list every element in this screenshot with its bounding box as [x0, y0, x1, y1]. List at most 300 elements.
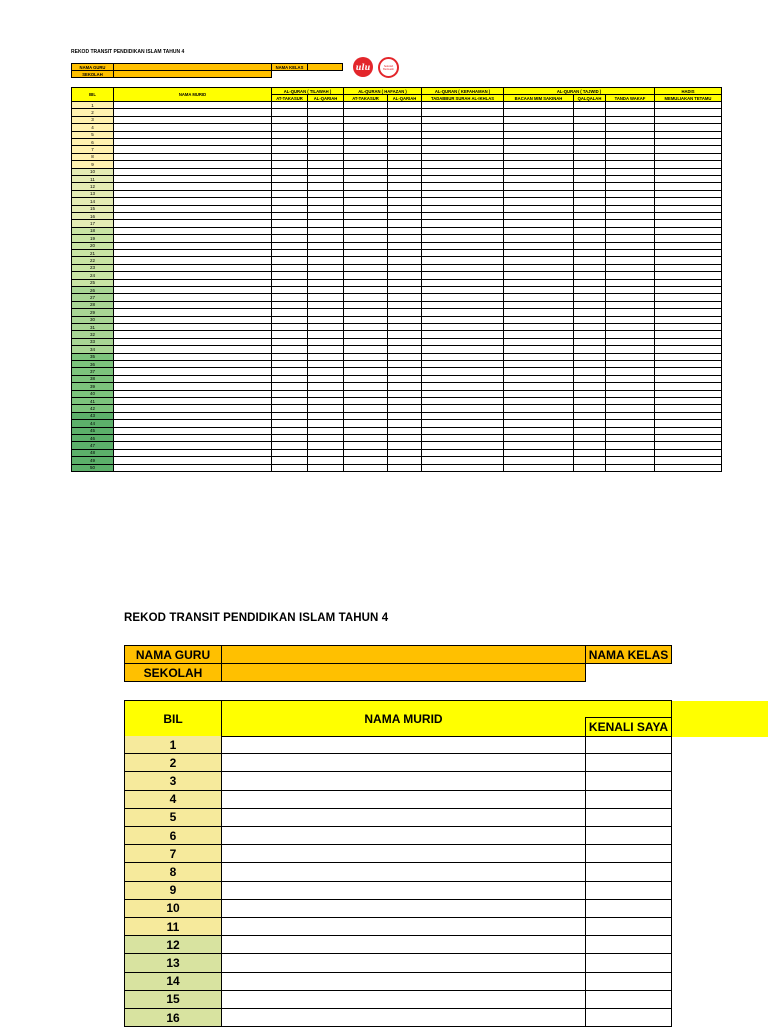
small-entry-cell[interactable]	[573, 243, 606, 250]
small-entry-cell[interactable]	[113, 317, 272, 324]
small-entry-cell[interactable]	[605, 331, 655, 338]
small-entry-cell[interactable]	[387, 450, 422, 457]
small-entry-cell[interactable]	[387, 428, 422, 435]
small-entry-cell[interactable]	[343, 117, 388, 124]
large-entry-cell[interactable]	[585, 754, 672, 772]
small-entry-cell[interactable]	[654, 383, 722, 390]
small-entry-cell[interactable]	[421, 317, 504, 324]
small-entry-cell[interactable]	[343, 139, 388, 146]
small-entry-cell[interactable]	[387, 228, 422, 235]
small-entry-cell[interactable]	[113, 132, 272, 139]
small-entry-cell[interactable]	[387, 176, 422, 183]
small-entry-cell[interactable]	[573, 176, 606, 183]
small-entry-cell[interactable]	[421, 213, 504, 220]
small-entry-cell[interactable]	[573, 413, 606, 420]
small-entry-cell[interactable]	[605, 109, 655, 116]
small-entry-cell[interactable]	[113, 257, 272, 264]
small-entry-cell[interactable]	[343, 198, 388, 205]
small-entry-cell[interactable]	[605, 183, 655, 190]
small-entry-cell[interactable]	[503, 294, 574, 301]
small-entry-cell[interactable]	[605, 169, 655, 176]
small-entry-cell[interactable]	[307, 354, 344, 361]
large-entry-cell[interactable]	[585, 845, 672, 863]
small-entry-cell[interactable]	[271, 213, 308, 220]
small-entry-cell[interactable]	[271, 132, 308, 139]
small-entry-cell[interactable]	[387, 235, 422, 242]
small-entry-cell[interactable]	[421, 398, 504, 405]
small-entry-cell[interactable]	[654, 450, 722, 457]
small-entry-cell[interactable]	[573, 154, 606, 161]
small-entry-cell[interactable]	[307, 102, 344, 109]
small-entry-cell[interactable]	[113, 398, 272, 405]
small-entry-cell[interactable]	[307, 176, 344, 183]
small-entry-cell[interactable]	[654, 324, 722, 331]
small-entry-cell[interactable]	[343, 376, 388, 383]
small-entry-cell[interactable]	[307, 154, 344, 161]
small-entry-cell[interactable]	[605, 102, 655, 109]
small-entry-cell[interactable]	[113, 405, 272, 412]
small-entry-cell[interactable]	[271, 302, 308, 309]
small-entry-cell[interactable]	[387, 117, 422, 124]
small-entry-cell[interactable]	[113, 331, 272, 338]
small-entry-cell[interactable]	[503, 102, 574, 109]
small-entry-cell[interactable]	[343, 220, 388, 227]
small-entry-cell[interactable]	[605, 354, 655, 361]
small-entry-cell[interactable]	[343, 368, 388, 375]
small-entry-cell[interactable]	[113, 361, 272, 368]
small-entry-cell[interactable]	[573, 102, 606, 109]
small-entry-cell[interactable]	[307, 265, 344, 272]
small-entry-cell[interactable]	[573, 198, 606, 205]
small-entry-cell[interactable]	[343, 124, 388, 131]
small-entry-cell[interactable]	[113, 450, 272, 457]
small-entry-cell[interactable]	[271, 339, 308, 346]
small-entry-cell[interactable]	[503, 302, 574, 309]
small-entry-cell[interactable]	[421, 331, 504, 338]
large-entry-cell[interactable]	[221, 863, 586, 881]
small-entry-cell[interactable]	[654, 161, 722, 168]
small-entry-cell[interactable]	[573, 398, 606, 405]
small-entry-cell[interactable]	[271, 124, 308, 131]
small-entry-cell[interactable]	[113, 161, 272, 168]
small-entry-cell[interactable]	[387, 391, 422, 398]
small-entry-cell[interactable]	[654, 169, 722, 176]
small-entry-cell[interactable]	[113, 346, 272, 353]
small-entry-cell[interactable]	[387, 309, 422, 316]
small-entry-cell[interactable]	[503, 465, 574, 472]
small-entry-cell[interactable]	[343, 250, 388, 257]
small-entry-cell[interactable]	[271, 280, 308, 287]
small-entry-cell[interactable]	[343, 191, 388, 198]
small-entry-cell[interactable]	[113, 272, 272, 279]
small-entry-cell[interactable]	[605, 383, 655, 390]
small-entry-cell[interactable]	[113, 457, 272, 464]
small-entry-cell[interactable]	[605, 132, 655, 139]
small-entry-cell[interactable]	[343, 361, 388, 368]
small-entry-cell[interactable]	[654, 339, 722, 346]
small-entry-cell[interactable]	[573, 368, 606, 375]
small-entry-cell[interactable]	[271, 257, 308, 264]
small-entry-cell[interactable]	[271, 420, 308, 427]
large-entry-cell[interactable]	[585, 772, 672, 790]
small-entry-cell[interactable]	[421, 368, 504, 375]
small-entry-cell[interactable]	[387, 376, 422, 383]
small-entry-cell[interactable]	[421, 339, 504, 346]
small-entry-cell[interactable]	[573, 339, 606, 346]
small-entry-cell[interactable]	[605, 176, 655, 183]
small-entry-cell[interactable]	[605, 398, 655, 405]
small-entry-cell[interactable]	[387, 442, 422, 449]
small-entry-cell[interactable]	[654, 235, 722, 242]
small-entry-cell[interactable]	[573, 169, 606, 176]
small-entry-cell[interactable]	[307, 132, 344, 139]
small-entry-cell[interactable]	[421, 117, 504, 124]
small-entry-cell[interactable]	[573, 280, 606, 287]
small-entry-cell[interactable]	[271, 243, 308, 250]
large-entry-cell[interactable]	[221, 954, 586, 972]
small-entry-cell[interactable]	[271, 376, 308, 383]
small-entry-cell[interactable]	[113, 420, 272, 427]
small-entry-cell[interactable]	[343, 428, 388, 435]
small-entry-cell[interactable]	[503, 228, 574, 235]
small-entry-cell[interactable]	[573, 405, 606, 412]
small-entry-cell[interactable]	[573, 235, 606, 242]
small-entry-cell[interactable]	[573, 257, 606, 264]
small-entry-cell[interactable]	[271, 235, 308, 242]
small-entry-cell[interactable]	[307, 183, 344, 190]
large-entry-cell[interactable]	[585, 736, 672, 754]
small-entry-cell[interactable]	[605, 117, 655, 124]
large-entry-cell[interactable]	[585, 991, 672, 1009]
small-entry-cell[interactable]	[113, 435, 272, 442]
small-entry-cell[interactable]	[113, 250, 272, 257]
small-entry-cell[interactable]	[654, 287, 722, 294]
small-entry-cell[interactable]	[307, 413, 344, 420]
small-entry-cell[interactable]	[654, 250, 722, 257]
small-entry-cell[interactable]	[271, 435, 308, 442]
small-entry-cell[interactable]	[307, 280, 344, 287]
small-entry-cell[interactable]	[573, 220, 606, 227]
small-entry-cell[interactable]	[421, 442, 504, 449]
small-entry-cell[interactable]	[113, 117, 272, 124]
small-entry-cell[interactable]	[503, 457, 574, 464]
small-entry-cell[interactable]	[387, 139, 422, 146]
small-entry-cell[interactable]	[387, 317, 422, 324]
small-entry-cell[interactable]	[387, 109, 422, 116]
large-entry-cell[interactable]	[221, 936, 586, 954]
small-entry-cell[interactable]	[343, 331, 388, 338]
large-entry-cell[interactable]	[585, 936, 672, 954]
small-entry-cell[interactable]	[307, 206, 344, 213]
small-entry-cell[interactable]	[503, 383, 574, 390]
small-entry-cell[interactable]	[113, 198, 272, 205]
small-entry-cell[interactable]	[307, 109, 344, 116]
small-entry-cell[interactable]	[605, 309, 655, 316]
small-entry-cell[interactable]	[503, 354, 574, 361]
small-entry-cell[interactable]	[387, 206, 422, 213]
small-entry-cell[interactable]	[503, 169, 574, 176]
small-entry-cell[interactable]	[343, 272, 388, 279]
small-entry-cell[interactable]	[271, 465, 308, 472]
small-entry-cell[interactable]	[605, 450, 655, 457]
small-entry-cell[interactable]	[605, 139, 655, 146]
small-entry-cell[interactable]	[654, 176, 722, 183]
small-entry-cell[interactable]	[387, 287, 422, 294]
small-entry-cell[interactable]	[307, 169, 344, 176]
small-entry-cell[interactable]	[343, 146, 388, 153]
small-entry-cell[interactable]	[573, 391, 606, 398]
small-entry-cell[interactable]	[503, 265, 574, 272]
large-entry-cell[interactable]	[585, 954, 672, 972]
small-entry-cell[interactable]	[387, 191, 422, 198]
small-entry-cell[interactable]	[421, 102, 504, 109]
small-entry-cell[interactable]	[573, 191, 606, 198]
large-entry-cell[interactable]	[221, 827, 586, 845]
small-entry-cell[interactable]	[421, 450, 504, 457]
small-entry-cell[interactable]	[387, 361, 422, 368]
small-entry-cell[interactable]	[605, 287, 655, 294]
small-entry-cell[interactable]	[113, 139, 272, 146]
small-entry-cell[interactable]	[605, 428, 655, 435]
small-entry-cell[interactable]	[307, 250, 344, 257]
small-entry-cell[interactable]	[387, 435, 422, 442]
small-entry-cell[interactable]	[307, 405, 344, 412]
small-entry-cell[interactable]	[387, 183, 422, 190]
small-entry-cell[interactable]	[421, 257, 504, 264]
small-entry-cell[interactable]	[343, 383, 388, 390]
large-entry-cell[interactable]	[221, 772, 586, 790]
small-entry-cell[interactable]	[573, 206, 606, 213]
small-entry-cell[interactable]	[503, 391, 574, 398]
large-entry-cell[interactable]	[585, 809, 672, 827]
small-entry-cell[interactable]	[573, 117, 606, 124]
small-entry-cell[interactable]	[573, 383, 606, 390]
small-entry-cell[interactable]	[271, 361, 308, 368]
small-entry-cell[interactable]	[503, 220, 574, 227]
small-entry-cell[interactable]	[654, 265, 722, 272]
small-entry-cell[interactable]	[503, 287, 574, 294]
small-entry-cell[interactable]	[387, 198, 422, 205]
small-entry-cell[interactable]	[421, 354, 504, 361]
small-entry-cell[interactable]	[605, 465, 655, 472]
small-entry-cell[interactable]	[307, 383, 344, 390]
small-entry-cell[interactable]	[113, 124, 272, 131]
small-entry-cell[interactable]	[307, 346, 344, 353]
small-entry-cell[interactable]	[387, 272, 422, 279]
small-entry-cell[interactable]	[307, 457, 344, 464]
small-entry-cell[interactable]	[605, 376, 655, 383]
small-entry-cell[interactable]	[503, 405, 574, 412]
large-entry-cell[interactable]	[221, 900, 586, 918]
small-entry-cell[interactable]	[573, 376, 606, 383]
small-entry-cell[interactable]	[421, 183, 504, 190]
large-entry-cell[interactable]	[585, 1009, 672, 1027]
small-entry-cell[interactable]	[605, 146, 655, 153]
small-entry-cell[interactable]	[503, 243, 574, 250]
large-entry-cell[interactable]	[585, 827, 672, 845]
small-entry-cell[interactable]	[421, 265, 504, 272]
small-entry-cell[interactable]	[343, 398, 388, 405]
small-entry-cell[interactable]	[421, 191, 504, 198]
small-entry-cell[interactable]	[421, 109, 504, 116]
small-entry-cell[interactable]	[654, 465, 722, 472]
small-entry-cell[interactable]	[307, 324, 344, 331]
small-entry-cell[interactable]	[387, 457, 422, 464]
small-entry-cell[interactable]	[654, 191, 722, 198]
small-entry-cell[interactable]	[573, 287, 606, 294]
small-entry-cell[interactable]	[343, 228, 388, 235]
small-entry-cell[interactable]	[605, 420, 655, 427]
small-entry-cell[interactable]	[654, 206, 722, 213]
small-entry-cell[interactable]	[343, 465, 388, 472]
large-entry-cell[interactable]	[585, 918, 672, 936]
small-entry-cell[interactable]	[271, 309, 308, 316]
small-entry-cell[interactable]	[271, 183, 308, 190]
small-entry-cell[interactable]	[605, 302, 655, 309]
small-entry-cell[interactable]	[654, 398, 722, 405]
small-entry-cell[interactable]	[573, 346, 606, 353]
small-entry-cell[interactable]	[605, 154, 655, 161]
small-entry-cell[interactable]	[343, 169, 388, 176]
small-entry-cell[interactable]	[654, 198, 722, 205]
small-entry-cell[interactable]	[307, 309, 344, 316]
small-entry-cell[interactable]	[573, 146, 606, 153]
small-entry-cell[interactable]	[113, 109, 272, 116]
small-entry-cell[interactable]	[503, 280, 574, 287]
small-entry-cell[interactable]	[113, 265, 272, 272]
small-entry-cell[interactable]	[307, 146, 344, 153]
small-entry-cell[interactable]	[605, 339, 655, 346]
small-entry-cell[interactable]	[605, 391, 655, 398]
small-entry-cell[interactable]	[654, 368, 722, 375]
large-entry-cell[interactable]	[585, 791, 672, 809]
small-entry-cell[interactable]	[605, 435, 655, 442]
small-entry-cell[interactable]	[503, 420, 574, 427]
small-entry-cell[interactable]	[421, 361, 504, 368]
small-entry-cell[interactable]	[654, 213, 722, 220]
small-entry-cell[interactable]	[113, 287, 272, 294]
small-entry-cell[interactable]	[343, 243, 388, 250]
small-entry-cell[interactable]	[307, 220, 344, 227]
small-entry-cell[interactable]	[421, 169, 504, 176]
small-entry-cell[interactable]	[654, 331, 722, 338]
small-entry-cell[interactable]	[654, 346, 722, 353]
small-entry-cell[interactable]	[343, 413, 388, 420]
small-entry-cell[interactable]	[387, 257, 422, 264]
small-entry-cell[interactable]	[387, 154, 422, 161]
small-entry-cell[interactable]	[387, 220, 422, 227]
small-entry-cell[interactable]	[605, 265, 655, 272]
small-entry-cell[interactable]	[573, 161, 606, 168]
small-entry-cell[interactable]	[421, 176, 504, 183]
small-entry-cell[interactable]	[387, 339, 422, 346]
small-entry-cell[interactable]	[307, 317, 344, 324]
small-entry-cell[interactable]	[503, 109, 574, 116]
small-entry-cell[interactable]	[421, 405, 504, 412]
small-entry-cell[interactable]	[654, 361, 722, 368]
small-entry-cell[interactable]	[387, 169, 422, 176]
small-entry-cell[interactable]	[113, 413, 272, 420]
small-entry-cell[interactable]	[343, 420, 388, 427]
small-entry-cell[interactable]	[421, 228, 504, 235]
small-entry-cell[interactable]	[271, 146, 308, 153]
small-entry-cell[interactable]	[605, 257, 655, 264]
small-entry-cell[interactable]	[387, 102, 422, 109]
small-entry-cell[interactable]	[113, 102, 272, 109]
small-entry-cell[interactable]	[503, 339, 574, 346]
small-entry-cell[interactable]	[503, 176, 574, 183]
small-entry-cell[interactable]	[503, 117, 574, 124]
small-entry-cell[interactable]	[573, 317, 606, 324]
small-entry-cell[interactable]	[387, 324, 422, 331]
small-entry-cell[interactable]	[654, 457, 722, 464]
large-entry-cell[interactable]	[221, 809, 586, 827]
small-entry-cell[interactable]	[421, 124, 504, 131]
small-entry-cell[interactable]	[271, 457, 308, 464]
small-entry-cell[interactable]	[605, 161, 655, 168]
small-entry-cell[interactable]	[573, 428, 606, 435]
small-entry-cell[interactable]	[343, 324, 388, 331]
small-entry-cell[interactable]	[605, 442, 655, 449]
small-entry-cell[interactable]	[503, 139, 574, 146]
small-entry-cell[interactable]	[113, 324, 272, 331]
small-entry-cell[interactable]	[271, 250, 308, 257]
small-entry-cell[interactable]	[573, 250, 606, 257]
small-entry-cell[interactable]	[503, 428, 574, 435]
small-entry-cell[interactable]	[654, 220, 722, 227]
small-entry-cell[interactable]	[387, 383, 422, 390]
small-entry-cell[interactable]	[271, 331, 308, 338]
small-entry-cell[interactable]	[503, 376, 574, 383]
small-entry-cell[interactable]	[343, 294, 388, 301]
small-entry-cell[interactable]	[271, 368, 308, 375]
small-entry-cell[interactable]	[307, 450, 344, 457]
small-entry-cell[interactable]	[503, 324, 574, 331]
small-entry-cell[interactable]	[113, 154, 272, 161]
small-entry-cell[interactable]	[271, 317, 308, 324]
small-entry-cell[interactable]	[271, 442, 308, 449]
small-entry-cell[interactable]	[573, 354, 606, 361]
small-entry-cell[interactable]	[343, 435, 388, 442]
large-entry-cell[interactable]	[221, 918, 586, 936]
small-entry-cell[interactable]	[271, 272, 308, 279]
small-entry-cell[interactable]	[271, 176, 308, 183]
small-entry-cell[interactable]	[573, 324, 606, 331]
small-entry-cell[interactable]	[307, 213, 344, 220]
small-entry-cell[interactable]	[307, 272, 344, 279]
small-entry-cell[interactable]	[654, 405, 722, 412]
small-entry-cell[interactable]	[573, 361, 606, 368]
small-entry-cell[interactable]	[605, 228, 655, 235]
small-entry-cell[interactable]	[343, 257, 388, 264]
small-entry-cell[interactable]	[307, 243, 344, 250]
small-entry-cell[interactable]	[113, 391, 272, 398]
small-entry-cell[interactable]	[503, 435, 574, 442]
small-entry-cell[interactable]	[307, 294, 344, 301]
small-entry-cell[interactable]	[307, 391, 344, 398]
small-entry-cell[interactable]	[271, 346, 308, 353]
small-entry-cell[interactable]	[654, 435, 722, 442]
small-entry-cell[interactable]	[343, 280, 388, 287]
small-entry-cell[interactable]	[387, 146, 422, 153]
small-entry-cell[interactable]	[573, 457, 606, 464]
small-entry-cell[interactable]	[307, 302, 344, 309]
large-entry-cell[interactable]	[221, 791, 586, 809]
small-entry-cell[interactable]	[421, 220, 504, 227]
small-entry-cell[interactable]	[605, 346, 655, 353]
small-entry-cell[interactable]	[387, 465, 422, 472]
small-entry-cell[interactable]	[503, 272, 574, 279]
